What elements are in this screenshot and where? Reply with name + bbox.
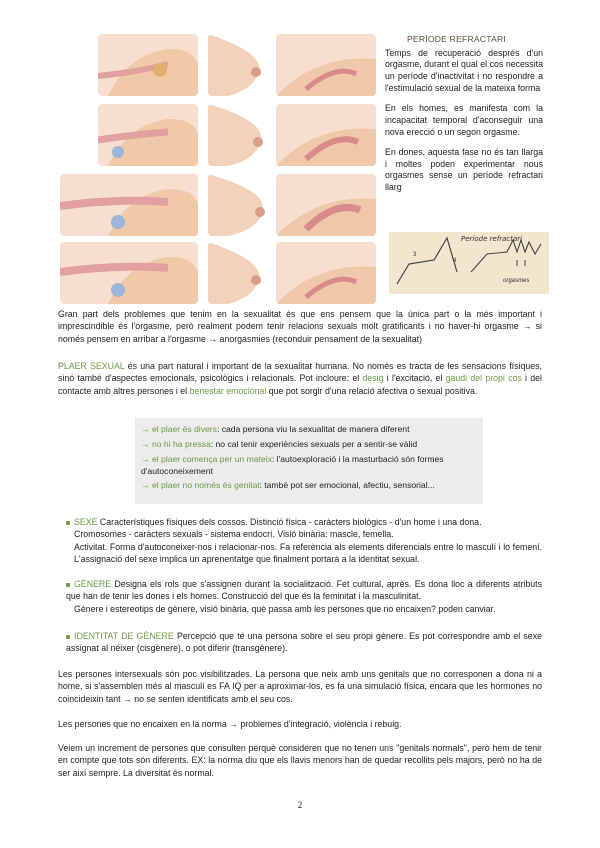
term-identitat: IDENTITAT DE GÈNERE <box>74 631 174 641</box>
sexe-line-2: Cromosomes - caràcters sexuals - sistema endocrí. Visió binària: mascle, femella. <box>74 529 394 540</box>
label-orgasmes: orgasmes <box>503 278 530 284</box>
sexe-line-3: Activitat. Forma d'autoconeixer-nos i relacionar-nos. Fa referència als elements diferencials entre lo masculí i lo femení. L'assignació del sexe implica un aprenentatge que finalment portarà a la identitat sexual. <box>74 541 542 565</box>
sexe-bullet <box>66 516 542 566</box>
principle-3-text: : l'autoexploració i la masturbació són formes d'autoconeixement <box>141 453 444 476</box>
female-anatomy-illustration-4 <box>276 242 376 304</box>
bullet-icon <box>66 583 70 587</box>
term-genere: GÈNERE <box>74 579 112 589</box>
text-segment: que pot sorgir d'una relació afectiva o sexual positiva. <box>266 385 478 396</box>
sexe-line-1: Característiques físiques dels cossos. Distinció física - caràcters biològics - d'un home i una dona. <box>97 517 482 527</box>
refractory-period-sketch <box>389 232 549 294</box>
principle-1-term: → el plaer és divers <box>141 424 217 434</box>
page-number: 2 <box>297 800 303 810</box>
bullet-icon <box>66 521 70 525</box>
principle-4-term: → el plaer no només és genital <box>141 480 260 491</box>
plaer-sexual-paragraph <box>58 360 542 397</box>
male-anatomy-illustration-1 <box>98 34 198 96</box>
intersex-paragraph: Les persones intersexuals són poc visibilitzades. La persona que neix amb uns genitals que no corresponen a dona ni a home, si s'assemblen més al masculí es FA IQ per a aproximar-los, es fa una simulació física, encara que les hormones no coincideixin tant → no se senten identificats amb el seu cos. <box>58 669 542 704</box>
genere-line-1: Designa els rols que s'assignen durant la socialització. Fet cultural, après. Es dona lloc a diferents atributs que han de tenir les dones i els homes. Construcció del que és la feminitat i la masculinitat. <box>66 579 542 602</box>
breast-illustration-2 <box>208 104 276 166</box>
text-segment: és una part natural i important de la sexualitat humana. No només es tracta de les sensacions físiques, sinó també d'aspectes emocionals, psicològics i relacionals. Pot incloure: el <box>58 361 542 384</box>
principle-4 <box>141 480 477 492</box>
section-title: PERÍODE REFRACTARI <box>407 34 506 44</box>
bullet-icon <box>66 635 70 639</box>
identitat-bullet <box>66 630 542 655</box>
principle-1-text: : cada persona viu la sexualitat de manera diferent <box>216 424 410 434</box>
breast-illustration-3 <box>208 174 276 236</box>
term-desig: desig <box>362 373 384 384</box>
female-anatomy-illustration-3 <box>276 174 376 236</box>
anatomy-illustrations <box>60 34 378 302</box>
breast-illustration-1 <box>208 34 276 96</box>
intro-paragraph: Gran part dels problemes que tenim en la sexualitat és que ens pensem que la única part o la més important i imprescindible és l'orgasme, però realment podem tenir relacions sexuals molt gratificants i no haver-hi orgasme → si només pensem en arribar a l'orgasme → anorgasmies (reconduir pensament de la sexualitat) <box>58 309 542 344</box>
text-segment: i l'excitació, el <box>383 373 446 384</box>
paragraph-definition: Temps de recuperació després d'un orgasme, durant el qual el cos necessita un període d'inactivitat i no respondre a l'estimulació sexual de la mateixa forma <box>385 47 543 94</box>
label-3: 3 <box>413 252 417 258</box>
label-refractari: Període refractari <box>461 235 523 243</box>
principle-4-text: : també pot ser emocional, afectiu, sensorial... <box>259 480 435 491</box>
label-4: 4 <box>453 258 457 264</box>
term-sexe: SEXE <box>74 517 98 527</box>
refractory-period-section <box>385 34 543 202</box>
female-anatomy-illustration-2 <box>276 104 376 166</box>
term-benestar: benestar emocional <box>189 385 267 396</box>
term-plaer-sexual: PLAER SEXUAL <box>58 361 125 371</box>
paragraph-women: En dones, aquesta fase no és tan llarga i moltes poden experimentar nous orgasmes sense un període refractari llarg <box>385 146 543 193</box>
norma-paragraph: Les persones que no encaixen en la norma → problemes d'integració, violència i rebuig. <box>58 719 402 729</box>
principle-2 <box>141 439 477 451</box>
principle-1 <box>141 424 477 436</box>
increment-paragraph: Veiem un increment de persones que consulten perquè consideren que no tenen uns "genitals normals", però hem de tenir en compte que tots són diferents. EX: la norma diu que els llavis menors han de quedar recollits pels majors, però no ha de ser així sempre. La diversitat és normal. <box>58 743 542 778</box>
term-gaudi: gaudi del propi cos <box>445 373 522 384</box>
text-segment: i del contacte amb altres persones i el <box>58 373 542 396</box>
male-anatomy-illustration-2 <box>98 104 198 166</box>
genere-bullet <box>66 578 542 615</box>
principle-2-text: : no cal tenir experiències sexuals per a sentir-se vàlid <box>210 438 418 449</box>
principle-3-term: → el plaer comença per un mateix <box>141 453 272 464</box>
male-anatomy-illustration-4 <box>60 242 198 304</box>
genere-line-2: Gènere i estereotips de gènere, visió binària, què passa amb les persones que no encaixen? poden canviar. <box>74 603 496 614</box>
male-anatomy-illustration-3 <box>60 174 198 236</box>
identitat-line-1: Percepció que té una persona sobre el seu propi gènere. Es pot correspondre amb el sexe assignat al néixer (cisgènere), o pot diferir (transgènere). <box>66 631 542 654</box>
breast-illustration-4 <box>208 242 276 304</box>
principle-2-term: → no hi ha pressa <box>141 438 211 449</box>
pleasure-principles-box <box>135 418 483 504</box>
female-anatomy-illustration-1 <box>276 34 376 96</box>
principle-3 <box>141 454 477 478</box>
paragraph-men: En els homes, es manifesta com la incapacitat temporal d'aconseguir una nova erecció o un segon orgasme. <box>385 103 543 137</box>
